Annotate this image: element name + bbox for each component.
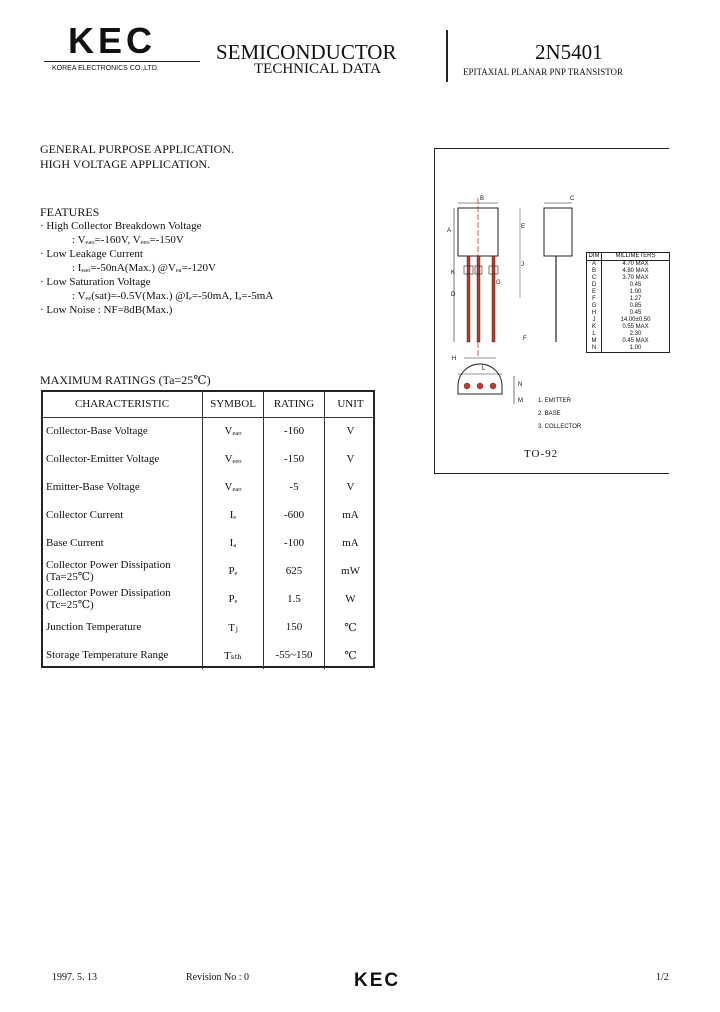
feature-line-1: · High Collector Breakdown Voltage (40, 220, 202, 232)
cell-rating: -160 (264, 417, 325, 445)
feature-line-3: · Low Leakage Current (40, 248, 143, 260)
dim-value: 1.27 (629, 296, 642, 302)
dim-label-l: L (482, 366, 486, 372)
table-row (42, 557, 376, 585)
cell-symbol: Vₑₐₒ (203, 473, 264, 501)
pin-label-1: 1. EMITTER (538, 398, 572, 404)
footer-logo: KEC (354, 970, 401, 991)
pin-label-2: 2. BASE (538, 411, 561, 417)
feature-line-5: · Low Saturation Voltage (40, 276, 151, 288)
cell-rating: -55~150 (264, 641, 325, 669)
dim-row (587, 338, 669, 345)
dim-letter: H (587, 310, 602, 317)
cell-characteristic: Collector Power Dissipation (Ta=25℃) (46, 559, 171, 583)
dim-value: 4.80 MAX (622, 268, 649, 274)
pin-1-dot (464, 383, 470, 389)
dim-letter: C (587, 275, 602, 282)
dim-letter: D (587, 282, 602, 289)
dim-label-j: J (521, 262, 524, 268)
cell-rating: 150 (264, 613, 325, 641)
application-1: GENERAL PURPOSE APPLICATION. (40, 142, 234, 156)
cell-symbol: Pₑ (203, 557, 264, 585)
col-characteristic: CHARACTERISTIC (74, 398, 170, 410)
ratings-header-rule (42, 417, 374, 418)
dim-label-e: E (521, 224, 526, 230)
dim-label-d: D (451, 292, 456, 298)
dim-row (587, 331, 669, 338)
package-name: TO-92 (524, 448, 559, 460)
col-unit: UNIT (325, 391, 377, 417)
company-name: KOREA ELECTRONICS CO.,LTD. (52, 65, 159, 72)
table-row (42, 529, 376, 557)
pin-label-3: 3. COLLECTOR (538, 424, 582, 430)
application-2: HIGH VOLTAGE APPLICATION. (40, 157, 211, 171)
cell-symbol: Vₑₐₒ (203, 417, 264, 445)
dim-row (587, 303, 669, 310)
table-row (42, 445, 376, 473)
lead-3 (492, 256, 495, 342)
cell-symbol: Tₛₜₕ (203, 641, 264, 669)
cell-symbol: Vₑₑₒ (203, 445, 264, 473)
table-row (42, 585, 376, 613)
cell-rating: 625 (264, 557, 325, 585)
dim-value: 0.55 MAX (622, 324, 649, 330)
dim-value: 0.45 MAX (622, 338, 649, 344)
cell-symbol: Pₑ (203, 585, 264, 613)
dim-label-g: G (496, 280, 501, 286)
dim-letter: K (587, 324, 602, 331)
table-row (42, 501, 376, 529)
dim-row (587, 275, 669, 282)
part-number: 2N5401 (535, 40, 603, 64)
table-row (42, 613, 376, 641)
lead-2 (477, 256, 480, 342)
cell-symbol: Tⱼ (203, 613, 264, 641)
header-rule (44, 61, 200, 62)
dim-value: 1.00 (629, 345, 642, 351)
dim-row (587, 268, 669, 275)
cell-unit: mA (325, 501, 377, 529)
bottom-view (458, 364, 502, 394)
dim-label-n: N (518, 382, 523, 388)
dim-table-header (587, 253, 669, 261)
dim-value: 0.45 (629, 310, 642, 316)
dim-value: 0.45 (629, 282, 642, 288)
dim-value: 14.00±0.50 (620, 317, 651, 323)
cell-unit: V (325, 445, 377, 473)
dim-row (587, 296, 669, 303)
dim-letter: L (587, 331, 602, 338)
dim-row (587, 282, 669, 289)
cell-rating: -100 (264, 529, 325, 557)
dim-row (587, 345, 669, 352)
cell-characteristic: Junction Temperature (46, 621, 142, 633)
part-subtitle: EPITAXIAL PLANAR PNP TRANSISTOR (463, 67, 624, 77)
footer-date: 1997. 5. 13 (52, 972, 97, 983)
ratings-table (42, 391, 376, 669)
cell-characteristic: Collector Power Dissipation (Tc=25℃) (46, 587, 171, 611)
features-title: FEATURES (40, 205, 100, 219)
col-symbol: SYMBOL (203, 391, 264, 417)
side-body (544, 208, 572, 256)
feature-line-7: · Low Noise : NF=8dB(Max.) (40, 304, 173, 316)
dim-label-b: B (480, 196, 485, 202)
dim-label-c: C (570, 196, 575, 202)
pin-2-dot (477, 383, 483, 389)
cell-symbol: Iₐ (203, 529, 264, 557)
feature-line-2: : Vₑₐₒ=-160V, Vₑₑₒ=-150V (72, 234, 184, 246)
dim-table (586, 252, 670, 353)
ratings-header-row (42, 391, 376, 417)
dim-letter: N (587, 345, 602, 352)
cell-rating: 1.5 (264, 585, 325, 613)
dim-row (587, 289, 669, 296)
header-divider (446, 30, 448, 82)
table-row (42, 641, 376, 669)
dim-letter: A (587, 261, 602, 268)
feature-line-4: : Iₑₐₒ=-50nA(Max.) @Vₑₐ=-120V (72, 262, 216, 274)
dim-header-dim: DIM (587, 253, 602, 260)
footer-page: 1/2 (656, 972, 669, 983)
dim-row (587, 317, 669, 324)
header-logo: KEC (68, 20, 157, 61)
dim-value: 3.70 MAX (622, 275, 649, 281)
dim-label-f: F (523, 336, 527, 342)
cell-characteristic: Collector-Emitter Voltage (46, 453, 160, 465)
pin-3-dot (490, 383, 496, 389)
header-title-1: SEMICONDUCTOR (216, 40, 397, 64)
cell-characteristic: Collector Current (46, 509, 124, 521)
cell-rating: -5 (264, 473, 325, 501)
dim-row (587, 261, 669, 268)
dim-value: 1.00 (629, 289, 642, 295)
cell-unit: mA (325, 529, 377, 557)
ratings-title: MAXIMUM RATINGS (Ta=25℃) (40, 373, 211, 387)
dim-label-a: A (447, 228, 452, 234)
cell-characteristic: Emitter-Base Voltage (46, 481, 140, 493)
lead-1 (467, 256, 470, 342)
dim-label-k: K (451, 270, 456, 276)
cell-characteristic: Collector-Base Voltage (46, 425, 148, 437)
dim-letter: J (587, 317, 602, 324)
table-row (42, 473, 376, 501)
cell-unit: mW (325, 557, 377, 585)
dim-row (587, 310, 669, 317)
cell-unit: V (325, 417, 377, 445)
dim-letter: F (587, 296, 602, 303)
dim-value: 4.70 MAX (622, 261, 649, 267)
cell-unit: ℃ (325, 641, 377, 669)
col-rating: RATING (264, 391, 325, 417)
cell-unit: V (325, 473, 377, 501)
dim-letter: M (587, 338, 602, 345)
cell-symbol: Iₑ (203, 501, 264, 529)
dim-header-mm: MILLIMETERS (615, 253, 656, 259)
dim-label-m: M (518, 398, 523, 404)
dim-row (587, 324, 669, 331)
cell-unit: W (325, 585, 377, 613)
cell-unit: ℃ (325, 613, 377, 641)
dim-letter: E (587, 289, 602, 296)
cell-characteristic: Base Current (46, 537, 104, 549)
table-row (42, 417, 376, 445)
dim-letter: G (587, 303, 602, 310)
footer-revision: Revision No : 0 (186, 972, 250, 983)
dim-letter: B (587, 268, 602, 275)
header-title-2: TECHNICAL DATA (254, 61, 381, 77)
cell-rating: -600 (264, 501, 325, 529)
cell-rating: -150 (264, 445, 325, 473)
dim-value: 0.85 (629, 303, 642, 309)
dim-label-h: H (452, 356, 457, 362)
cell-characteristic: Storage Temperature Range (46, 649, 169, 661)
feature-line-6: : Vₑₑ(sat)=-0.5V(Max.) @Iₑ=-50mA, Iₐ=-5mA (72, 290, 274, 302)
dim-value: 2.30 (629, 331, 642, 337)
